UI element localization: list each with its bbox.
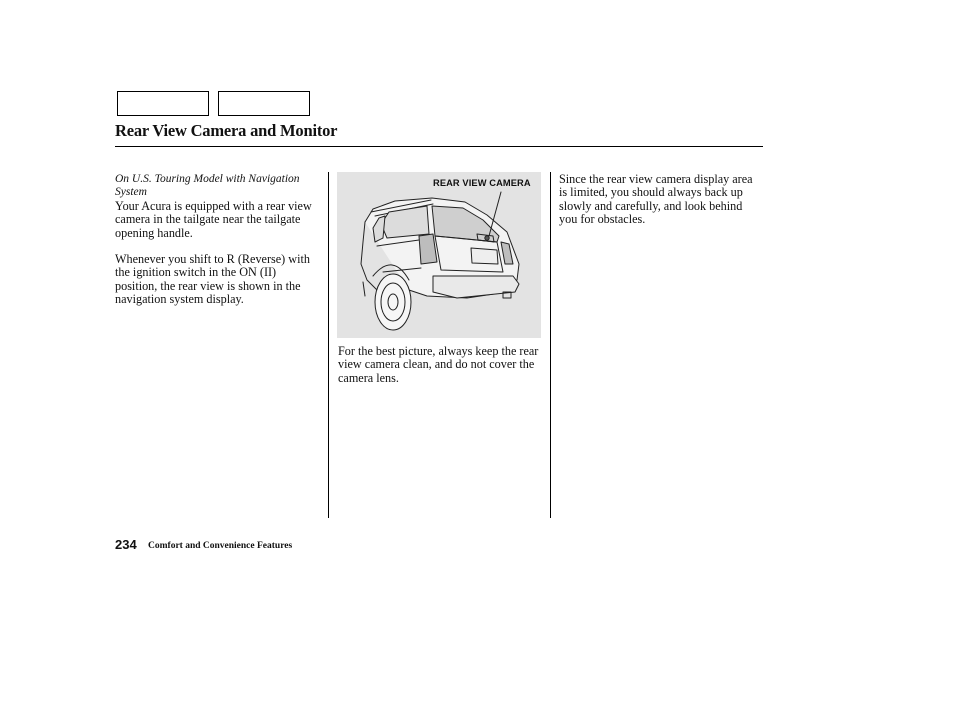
column-right <box>559 173 759 227</box>
nav-tab-box-2[interactable] <box>218 91 310 116</box>
figure-label: REAR VIEW CAMERA <box>433 178 531 188</box>
title-rule <box>115 146 763 147</box>
paragraph-clean-camera: For the best picture, always keep the rear view camera clean, and do not cover the camera lens. <box>338 344 539 385</box>
paragraph-reverse: Whenever you shift to R (Reverse) with the ignition switch in the ON (II) position, the rear view is shown in the navigation system display. <box>115 252 310 307</box>
paragraph-limited-area: Since the rear view camera display area is limited, you should always back up slowly and carefully, and look behind you for obstacles. <box>559 172 753 227</box>
suv-rear-illustration <box>337 172 541 338</box>
paragraph-equipped: Your Acura is equipped with a rear view camera in the tailgate near the tailgate opening handle. <box>115 198 312 240</box>
rear-view-camera-figure <box>337 172 541 338</box>
model-note: On U.S. Touring Model with Navigation System <box>115 173 300 199</box>
page-title: Rear View Camera and Monitor <box>115 121 338 140</box>
column-divider <box>328 172 329 518</box>
nav-tab-box-1[interactable] <box>117 91 209 116</box>
column-middle <box>338 345 543 385</box>
section-name: Comfort and Convenience Features <box>148 541 293 551</box>
column-divider <box>550 172 551 518</box>
page-number: 234 <box>115 537 137 552</box>
column-left <box>115 173 320 307</box>
